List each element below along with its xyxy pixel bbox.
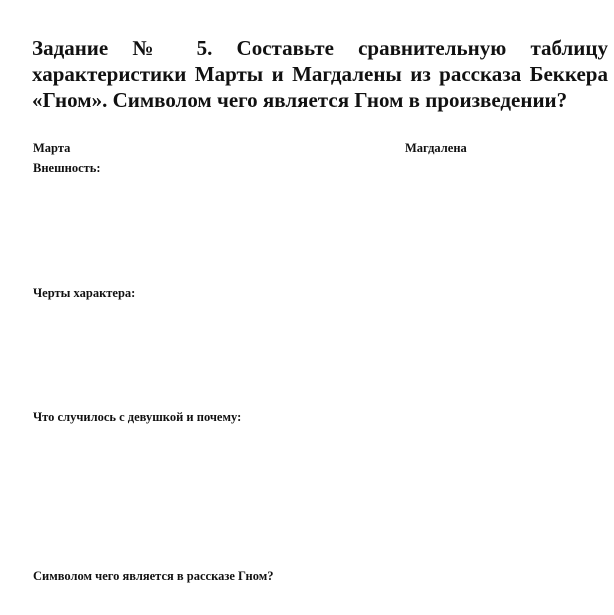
answer-area-what-happened xyxy=(33,429,593,564)
column-header-marta: Марта xyxy=(33,141,71,155)
task-heading: Задание № 5. Составьте сравнительную таблицу характеристики Марты и Магдалены из рассказа Беккера «Гном». Символом чего является Гном в произведении? xyxy=(32,36,608,112)
section-label-character-traits: Черты характера: xyxy=(33,286,136,300)
section-label-gnome-symbol: Символом чего является в рассказе Гном? xyxy=(33,569,274,583)
answer-area-appearance xyxy=(33,180,593,280)
section-label-appearance: Внешность: xyxy=(33,161,101,175)
section-label-what-happened: Что случилось с девушкой и почему: xyxy=(33,410,242,424)
answer-area-character-traits xyxy=(33,305,593,405)
column-header-magdalena: Магдалена xyxy=(405,141,467,155)
